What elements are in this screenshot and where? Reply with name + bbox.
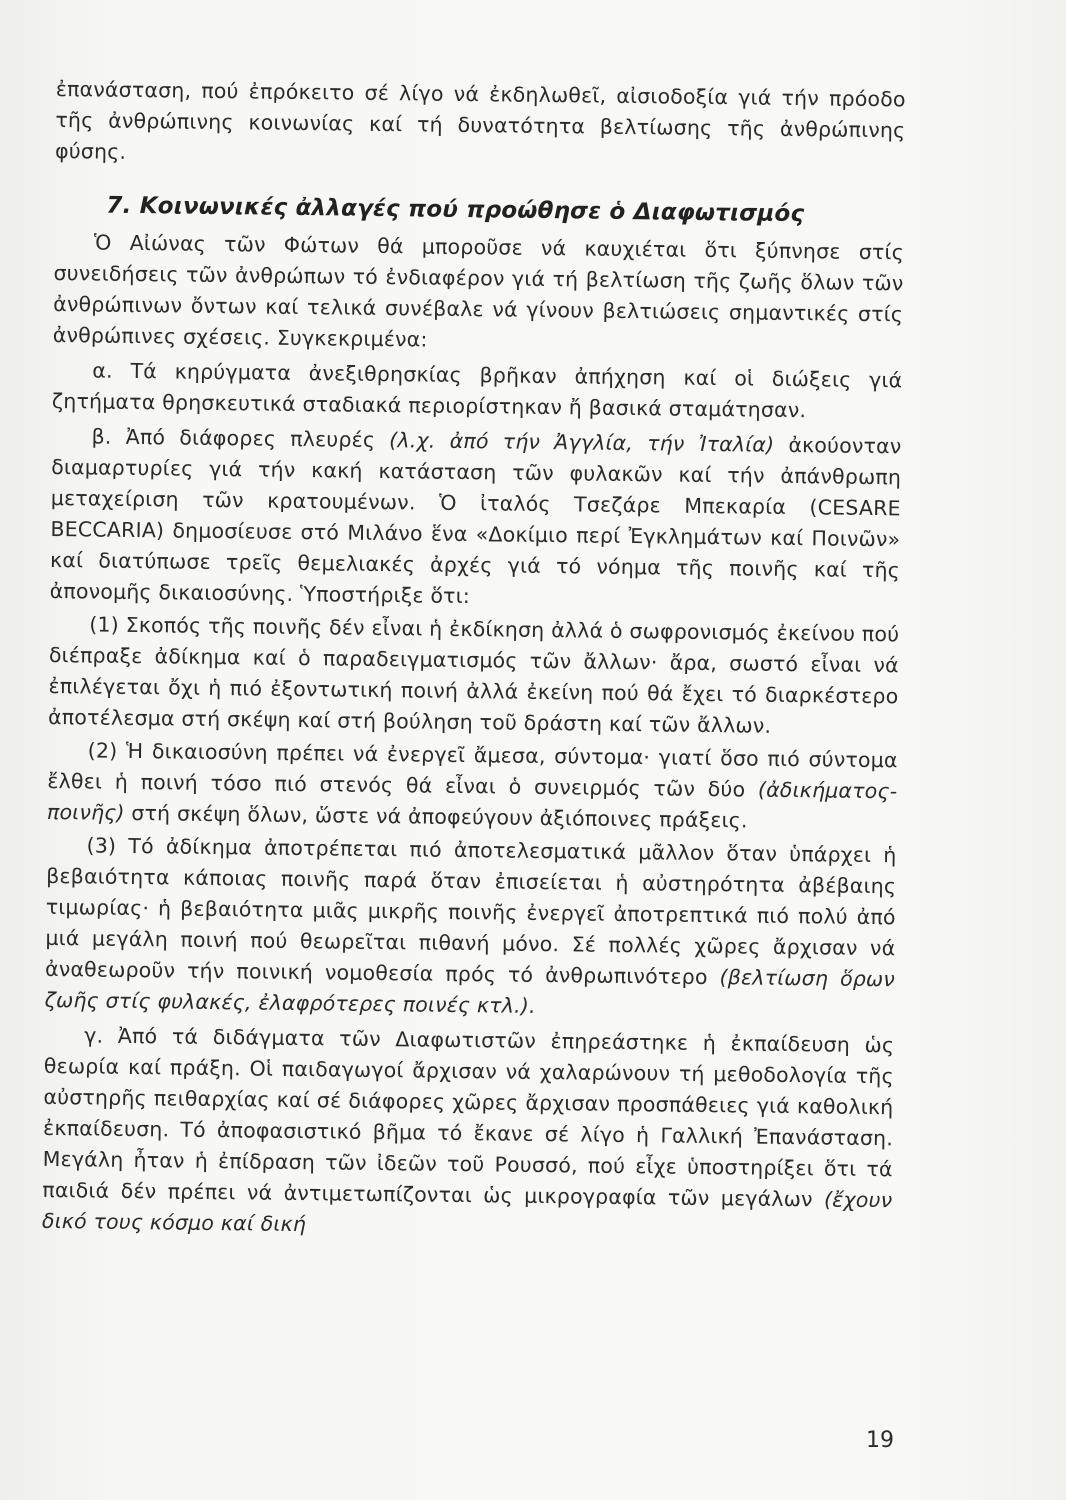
section-heading: 7. Κοινωνικές ἀλλαγές πού προώθησε ὁ Διαφωτισμός — [106, 192, 805, 228]
item-b-text-rest: ἀκούονταν διαμαρτυρίες γιά τήν κακή κατάσταση τῶν φυλακῶν καί τήν ἀπάνθρωπη μεταχείριση τῶν κρατουμένων. Ὁ ἰταλός Τσεζάρε Μπεκαρία (CESARE BECCARIA) δημοσίευσε στό Μιλάνο ἕνα «Δοκίμιο περί Ἐγκλημάτων καί Ποινῶν» καί διατύπωσε τρεῖς θεμελιακές ἀρχές γιά τό νόημα τῆς ποινῆς καί τῆς ἀπονομῆς δικαιοσύνης. Ὑποστήριξε ὅτι: — [49, 432, 902, 609]
opening-paragraph: ἐπανάσταση, πού ἐπρόκειτο σέ λίγο νά ἐκδηλωθεῖ, αἰσιοδοξία γιά τήν πρόοδο τῆς ἀνθρώπινης κοινωνίας καί τή δυνατότητα βελτίωσης τῆς ἀνθρώπινης φύσης. — [54, 76, 906, 164]
item-b-italic-examples: (λ.χ. ἀπό τήν Ἀγγλία, τήν Ἰταλία) — [389, 428, 775, 457]
point-2-text-rest: στή σκέψη ὅλων, ὥστε νά ἀποφεύγουν ἀξιόποινες πράξεις. — [124, 800, 748, 833]
point-3-italic: (βελτίωση ὅρων ζωῆς στίς φυλακές, ἐλαφρότερες ποινές κτλ.). — [44, 965, 896, 1018]
item-b — [49, 421, 901, 617]
page-number: 19 — [866, 1428, 894, 1453]
item-a: α. Τά κηρύγματα ἀνεξιθρησκίας βρῆκαν ἀπήχηση καί οἱ διώξεις γιά ζητήματα θρησκευτικά σταδιακά περιορίστηκαν ἤ βασικά σταμάτησαν. — [51, 358, 903, 423]
point-3-text-start: (3) Τό ἀδίκημα ἀποτρέπεται πιό ἀποτελεσματικά μᾶλλον ὅταν ὑπάρχει ἡ βεβαιότητα κάποιας ποινῆς παρά ὅταν ἐπισείεται ἡ αὐστηρότητα ἀβέβαιης τιμωρίας· ἡ βεβαιότητα μιᾶς μικρῆς ποινῆς ἐνεργεῖ ἀποτρεπτικά πιό πολύ ἀπό μιά μεγάλη ποινή πού θεωρεῖται πιθανή μόνο. Σέ πολλές χῶρες ἄρχισαν νά ἀναθεωροῦν τήν ποινική νομοθεσία πρός τό ἀνθρωπινότερο — [44, 833, 897, 990]
point-2-text-start: (2) Ἡ δικαιοσύνη πρέπει νά ἐνεργεῖ ἄμεσα, σύντομα· γιατί ὅσο πιό σύντομα ἔλθει ἡ ποινή τόσο πιό στενός θά εἶναι ὁ συνειρμός τῶν δύο — [47, 738, 898, 802]
point-2 — [47, 735, 898, 838]
point-1: (1) Σκοπός τῆς ποινῆς δέν εἶναι ἡ ἐκδίκηση ἀλλά ὁ σωφρονισμός ἐκείνου πού διέπραξε ἀδίκημα καί ὁ παραδειγματισμός τῶν ἄλλων· ἄρα, σωστό εἶναι νά ἐπιλέγεται ὄχι ἡ πιό ἐξοντωτική ποινή ἀλλά ἐκείνη πού θά ἔχει τό διαρκέστερο ἀποτέλεσμα στή σκέψη καί στή βούληση τοῦ δράστη καί τῶν ἄλλων. — [47, 612, 900, 738]
point-3 — [44, 830, 896, 1026]
item-c-italic: (ἔχουν δικό τους κόσμο καί δική — [41, 1187, 893, 1237]
item-c — [42, 1020, 895, 1247]
item-c-text-start: γ. Ἀπό τά διδάγματα τῶν Διαφωτιστῶν ἐπηρεάστηκε ἡ ἐκπαίδευση ὡς θεωρία καί πράξη. Οἱ παιδαγωγοί ἄρχισαν νά χαλαρώνουν τή μεθοδολογία τῆς αὐστηρῆς πειθαρχίας καί σέ διάφορες χῶρες ἄρχισαν προσπάθειες γιά καθολική ἐκπαίδευση. Τό ἀποφασιστικό βῆμα τό ἔκανε σέ λίγο ἡ Γαλλική Ἐπανάσταση. Μεγάλη ἦταν ἡ ἐπίδραση τῶν ἰδεῶν τοῦ Ρουσσό, πού εἶχε ὑποστηρίξει ὅτι τά παιδιά δέν πρέπει νά ἀντιμετωπίζονται ὡς μικρογραφία τῶν μεγάλων — [42, 1023, 895, 1212]
point-2-italic: (ἀδικήματος-ποινῆς) — [46, 777, 898, 825]
page-text — [42, 74, 906, 1247]
intro-paragraph: Ὁ Αἰώνας τῶν Φώτων θά μποροῦσε νά καυχιέται ὅτι ξύπνησε στίς συνειδήσεις τῶν ἀνθρώπων τό ἐνδιαφέρον γιά τή βελτίωση τῆς ζωῆς ὅλων τῶν ἀνθρώπινων ὄντων καί τελικά συνέβαλε νά γίνουν βελτιώσεις σημαντικές στίς ἀνθρώπινες σχέσεις. Συγκεκριμένα: — [52, 230, 905, 352]
item-b-text-start: β. Ἀπό διάφορες πλευρές — [91, 424, 390, 453]
